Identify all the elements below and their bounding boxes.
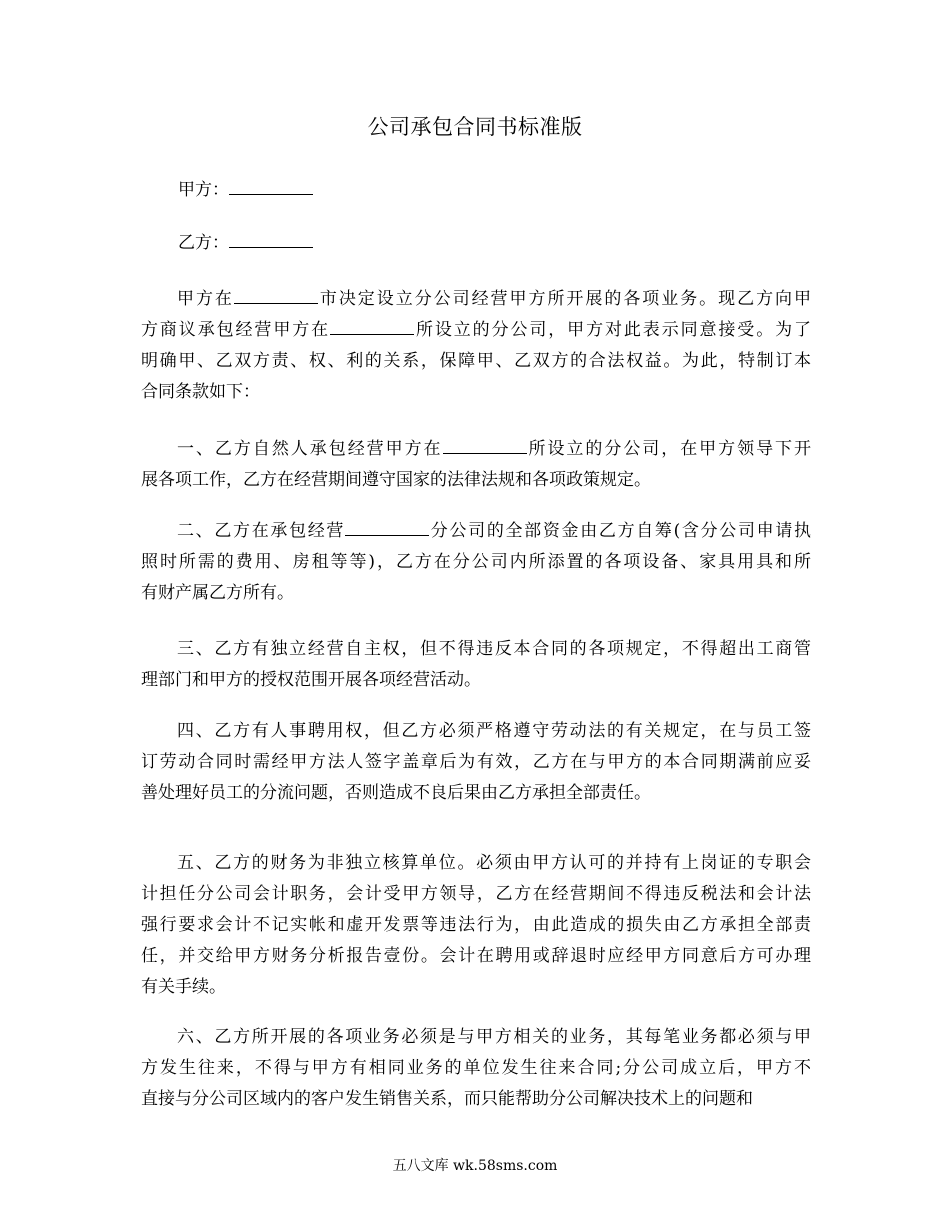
contract-paragraph [141,848,811,1003]
paragraph-line [141,578,811,609]
line-text: 明确甲、乙双方责、权、利的关系，保障甲、乙双方的合法权益。为此，特制订本 [141,351,811,371]
paragraph-line [141,465,811,496]
line-text: 展各项工作，乙方在经营期间遵守国家的法律法规和各项政策规定。 [141,470,651,490]
line-text: 五、乙方的财务为非独立核算单位。必须由甲方认可的并持有上岗证的专职会 [177,853,811,873]
footer-watermark: 五八文库 wk.58sms.com [392,1158,558,1174]
paragraph-line [141,1084,811,1115]
party-b-line [178,231,313,254]
contract-paragraph [141,434,811,496]
line-text: 三、乙方有独立经营自主权，但不得违反本合同的各项规定，不得超出工商管 [177,639,811,659]
line-text: 任，并交给甲方财务分析报告壹份。会计在聘用或辞退时应经甲方同意后方可办理 [141,946,811,966]
paragraph-line [141,1053,811,1084]
line-text: 有财产属乙方所有。 [141,583,294,603]
contract-paragraph [141,634,811,696]
paragraph-line [141,516,811,547]
party-b-label: 乙方： [178,233,229,253]
line-text: 直接与分公司区域内的客户发生销售关系，而只能帮助分公司解决技术上的问题和 [141,1089,753,1109]
paragraph-line [141,972,811,1003]
line-text: 照时所需的费用、房租等等)，乙方在分公司内所添置的各项设备、家具用具和所 [141,552,811,572]
line-text: 方发生往来，不得与甲方有相同业务的单位发生往来合同;分公司成立后，甲方不 [141,1058,811,1078]
line-text: 计担任分公司会计职务，会计受甲方领导，乙方在经营期间不得违反税法和会计法 [141,884,811,904]
line-text: 合同条款如下： [141,382,260,402]
contract-paragraph [141,716,811,809]
paragraph-line [141,665,811,696]
paragraph-line [141,547,811,578]
line-text: 市决定设立分公司经营甲方所开展的各项业务。现乙方向甲 [317,289,812,309]
paragraph-line [141,634,811,665]
line-text: 分公司的全部资金由乙方自筹(含分公司申请执 [429,521,811,541]
line-text: 善处理好员工的分流问题，否则造成不良后果由乙方承担全部责任。 [141,783,651,803]
fill-in-blank [234,287,318,304]
paragraph-line [141,879,811,910]
paragraph-line [141,346,811,377]
document-title: 公司承包合同书标准版 [367,115,583,139]
line-text: 所设立的分公司，甲方对此表示同意接受。为了 [414,320,812,340]
line-text: 六、乙方所开展的各项业务必须是与甲方相关的业务，其每笔业务都必须与甲 [177,1027,811,1047]
line-text: 所设立的分公司，在甲方领导下开 [526,439,812,459]
paragraph-line [141,315,811,346]
line-text: 一、乙方自然人承包经营甲方在 [177,439,443,459]
party-a-line [178,178,313,201]
paragraph-line [141,910,811,941]
line-text: 强行要求会计不记实帐和虚开发票等违法行为，由此造成的损失由乙方承担全部责 [141,915,811,935]
paragraph-line [141,941,811,972]
contract-paragraph [141,516,811,609]
line-text: 二、乙方在承包经营 [177,521,346,541]
party-a-blank [229,178,313,195]
fill-in-blank [330,318,414,335]
contract-paragraph [141,284,811,408]
contract-paragraph [141,1022,811,1115]
fill-in-blank [345,519,429,536]
line-text: 订劳动合同时需经甲方法人签字盖章后为有效，乙方在与甲方的本合同期满前应妥 [141,752,811,772]
paragraph-line [141,716,811,747]
party-a-label: 甲方： [178,180,229,200]
paragraph-line [141,1022,811,1053]
party-b-blank [229,231,313,248]
paragraph-line [141,848,811,879]
paragraph-line [141,778,811,809]
paragraph-line [141,434,811,465]
line-text: 有关手续。 [141,977,226,997]
line-text: 甲方在 [177,289,234,309]
line-text: 理部门和甲方的授权范围开展各项经营活动。 [141,670,481,690]
paragraph-line [141,284,811,315]
line-text: 四、乙方有人事聘用权，但乙方必须严格遵守劳动法的有关规定，在与员工签 [177,721,811,741]
line-text: 方商议承包经营甲方在 [141,320,331,340]
fill-in-blank [443,437,527,454]
paragraph-line [141,377,811,408]
paragraph-line [141,747,811,778]
